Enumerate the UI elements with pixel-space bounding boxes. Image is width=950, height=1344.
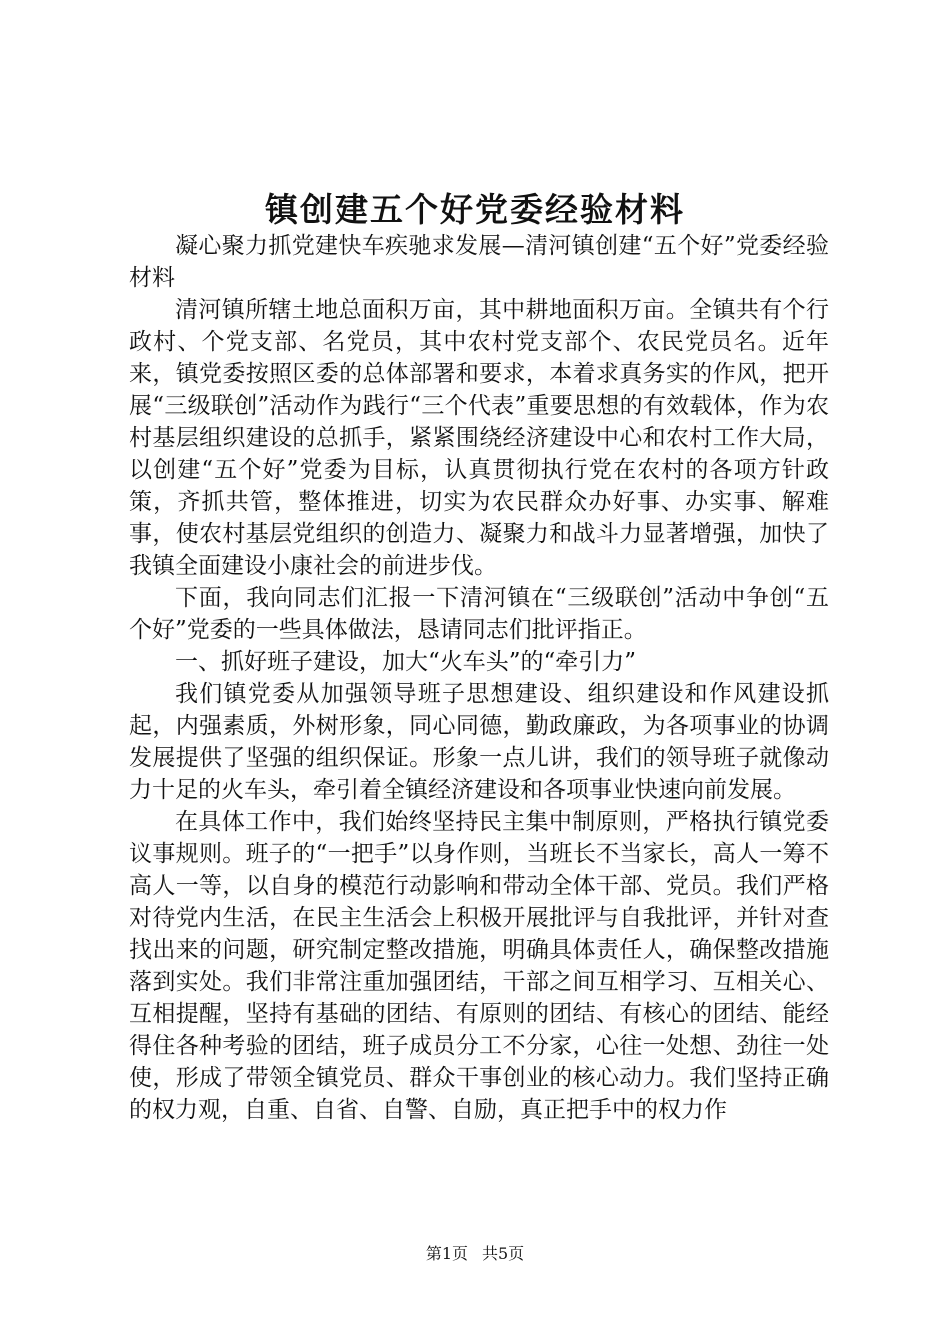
document-body [129, 230, 829, 1126]
page-footer [0, 1242, 950, 1266]
page-total: 共5页 [482, 1244, 525, 1263]
page-number: 第1页 [425, 1244, 468, 1263]
body-paragraph: 下面，我向同志们汇报一下清河镇在“三级联创”活动中争创“五个好”党委的一些具体做法，恳请同志们批评指正。 [129, 585, 829, 643]
subtitle-paragraph: 凝心聚力抓党建快车疾驰求发展—清河镇创建“五个好”党委经验材料 [129, 233, 829, 291]
page-title: 镇创建五个好党委经验材料 [265, 190, 685, 229]
body-paragraph: 清河镇所辖土地总面积万亩，其中耕地面积万亩。全镇共有个行政村、个党支部、名党员，其中农村党支部个、农民党员名。近年来，镇党委按照区委的总体部署和要求，本着求真务实的作风，把开展“三级联创”活动作为践行“三个代表”重要思想的有效载体，作为农村基层组织建设的总抓手，紧紧围绕经济建设中心和农村工作大局，以创建“五个好”党委为目标，认真贯彻执行党在农村的各项方针政策，齐抓共管，整体推进，切实为农民群众办好事、办实事、解难事，使农村基层党组织的创造力、凝聚力和战斗力显著增强，加快了我镇全面建设小康社会的前进步伐。 [129, 297, 829, 579]
body-paragraph: 在具体工作中，我们始终坚持民主集中制原则，严格执行镇党委议事规则。班子的“一把手”以身作则，当班长不当家长，高人一筹不高人一等，以自身的模范行动影响和带动全体干部、党员。我们严格对待党内生活，在民主生活会上积极开展批评与自我批评，并针对查找出来的问题，研究制定整改措施，明确具体责任人，确保整改措施落到实处。我们非常注重加强团结，干部之间互相学习、互相关心、互相提醒，坚持有基础的团结、有原则的团结、有核心的团结、能经得住各种考验的团结，班子成员分工不分家，心往一处想、劲往一处使，形成了带领全镇党员、群众干事创业的核心动力。我们坚持正确的权力观，自重、自省、自警、自励，真正把手中的权力作 [129, 809, 829, 1123]
section-heading: 一、抓好班子建设，加大“火车头”的“牵引力” [175, 649, 637, 675]
body-paragraph: 我们镇党委从加强领导班子思想建设、组织建设和作风建设抓起，内强素质，外树形象，同心同德，勤政廉政，为各项事业的协调发展提供了坚强的组织保证。形象一点儿讲，我们的领导班子就像动力十足的火车头，牵引着全镇经济建设和各项事业快速向前发展。 [129, 681, 829, 803]
